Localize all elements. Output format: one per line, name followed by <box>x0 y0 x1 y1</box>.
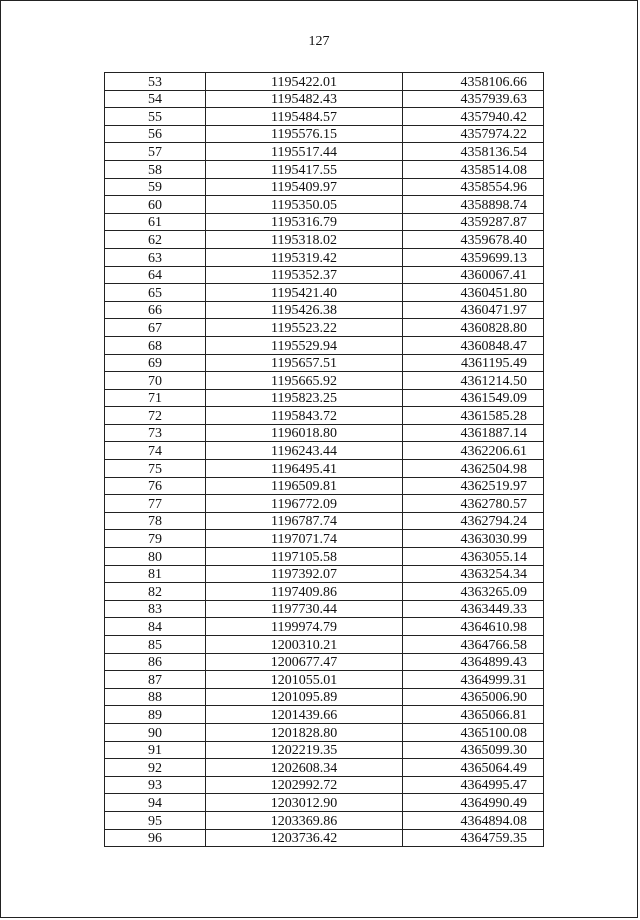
point-number-cell: 74 <box>105 442 206 460</box>
y-coordinate-cell: 4358554.96 <box>403 178 544 196</box>
point-number-cell: 96 <box>105 829 206 847</box>
table-row <box>105 336 544 354</box>
point-number-cell: 67 <box>105 319 206 337</box>
y-coordinate-cell: 4357940.42 <box>403 108 544 126</box>
table-row <box>105 477 544 495</box>
table-row <box>105 688 544 706</box>
y-coordinate-cell: 4360067.41 <box>403 266 544 284</box>
y-coordinate-cell: 4360451.80 <box>403 284 544 302</box>
x-coordinate-cell: 1195316.79 <box>206 213 403 231</box>
x-coordinate-cell: 1195657.51 <box>206 354 403 372</box>
table-row <box>105 231 544 249</box>
point-number-cell: 79 <box>105 530 206 548</box>
point-number-cell: 62 <box>105 231 206 249</box>
x-coordinate-cell: 1197071.74 <box>206 530 403 548</box>
y-coordinate-cell: 4360828.80 <box>403 319 544 337</box>
point-number-cell: 60 <box>105 196 206 214</box>
y-coordinate-cell: 4358106.66 <box>403 73 544 91</box>
y-coordinate-cell: 4362794.24 <box>403 512 544 530</box>
y-coordinate-cell: 4357974.22 <box>403 125 544 143</box>
point-number-cell: 78 <box>105 512 206 530</box>
table-row <box>105 548 544 566</box>
x-coordinate-cell: 1195421.40 <box>206 284 403 302</box>
y-coordinate-cell: 4363449.33 <box>403 600 544 618</box>
y-coordinate-cell: 4358898.74 <box>403 196 544 214</box>
table-row <box>105 636 544 654</box>
point-number-cell: 72 <box>105 407 206 425</box>
table-row <box>105 284 544 302</box>
x-coordinate-cell: 1196243.44 <box>206 442 403 460</box>
point-number-cell: 53 <box>105 73 206 91</box>
point-number-cell: 55 <box>105 108 206 126</box>
y-coordinate-cell: 4363254.34 <box>403 565 544 583</box>
x-coordinate-cell: 1201055.01 <box>206 671 403 689</box>
y-coordinate-cell: 4361585.28 <box>403 407 544 425</box>
table-row <box>105 759 544 777</box>
point-number-cell: 71 <box>105 389 206 407</box>
point-number-cell: 87 <box>105 671 206 689</box>
table-row <box>105 160 544 178</box>
table-row <box>105 407 544 425</box>
table-row <box>105 108 544 126</box>
x-coordinate-cell: 1199974.79 <box>206 618 403 636</box>
table-row <box>105 653 544 671</box>
point-number-cell: 75 <box>105 460 206 478</box>
x-coordinate-cell: 1195823.25 <box>206 389 403 407</box>
table-row <box>105 460 544 478</box>
x-coordinate-cell: 1195352.37 <box>206 266 403 284</box>
table-row <box>105 248 544 266</box>
x-coordinate-cell: 1197409.86 <box>206 583 403 601</box>
y-coordinate-cell: 4364999.31 <box>403 671 544 689</box>
table-row <box>105 530 544 548</box>
x-coordinate-cell: 1197105.58 <box>206 548 403 566</box>
x-coordinate-cell: 1201439.66 <box>206 706 403 724</box>
coordinates-table <box>104 72 544 847</box>
table-row <box>105 301 544 319</box>
table-row <box>105 178 544 196</box>
table-row <box>105 794 544 812</box>
point-number-cell: 57 <box>105 143 206 161</box>
point-number-cell: 81 <box>105 565 206 583</box>
x-coordinate-cell: 1196787.74 <box>206 512 403 530</box>
table-row <box>105 73 544 91</box>
x-coordinate-cell: 1202219.35 <box>206 741 403 759</box>
y-coordinate-cell: 4365099.30 <box>403 741 544 759</box>
y-coordinate-cell: 4363030.99 <box>403 530 544 548</box>
point-number-cell: 63 <box>105 248 206 266</box>
x-coordinate-cell: 1202992.72 <box>206 776 403 794</box>
y-coordinate-cell: 4364759.35 <box>403 829 544 847</box>
coordinates-table-body <box>105 73 544 847</box>
y-coordinate-cell: 4363055.14 <box>403 548 544 566</box>
x-coordinate-cell: 1195482.43 <box>206 90 403 108</box>
point-number-cell: 86 <box>105 653 206 671</box>
point-number-cell: 93 <box>105 776 206 794</box>
x-coordinate-cell: 1195318.02 <box>206 231 403 249</box>
x-coordinate-cell: 1195417.55 <box>206 160 403 178</box>
table-row <box>105 776 544 794</box>
x-coordinate-cell: 1195529.94 <box>206 336 403 354</box>
table-row <box>105 442 544 460</box>
point-number-cell: 58 <box>105 160 206 178</box>
y-coordinate-cell: 4361214.50 <box>403 372 544 390</box>
x-coordinate-cell: 1200677.47 <box>206 653 403 671</box>
x-coordinate-cell: 1195422.01 <box>206 73 403 91</box>
point-number-cell: 92 <box>105 759 206 777</box>
point-number-cell: 64 <box>105 266 206 284</box>
x-coordinate-cell: 1195350.05 <box>206 196 403 214</box>
x-coordinate-cell: 1203736.42 <box>206 829 403 847</box>
y-coordinate-cell: 4365100.08 <box>403 723 544 741</box>
y-coordinate-cell: 4364766.58 <box>403 636 544 654</box>
point-number-cell: 95 <box>105 811 206 829</box>
y-coordinate-cell: 4364995.47 <box>403 776 544 794</box>
x-coordinate-cell: 1196495.41 <box>206 460 403 478</box>
point-number-cell: 90 <box>105 723 206 741</box>
table-row <box>105 213 544 231</box>
table-row <box>105 565 544 583</box>
point-number-cell: 84 <box>105 618 206 636</box>
y-coordinate-cell: 4359287.87 <box>403 213 544 231</box>
table-row <box>105 90 544 108</box>
point-number-cell: 56 <box>105 125 206 143</box>
point-number-cell: 69 <box>105 354 206 372</box>
y-coordinate-cell: 4358136.54 <box>403 143 544 161</box>
x-coordinate-cell: 1195665.92 <box>206 372 403 390</box>
y-coordinate-cell: 4364610.98 <box>403 618 544 636</box>
y-coordinate-cell: 4363265.09 <box>403 583 544 601</box>
x-coordinate-cell: 1195319.42 <box>206 248 403 266</box>
y-coordinate-cell: 4361887.14 <box>403 424 544 442</box>
y-coordinate-cell: 4362206.61 <box>403 442 544 460</box>
point-number-cell: 82 <box>105 583 206 601</box>
point-number-cell: 59 <box>105 178 206 196</box>
y-coordinate-cell: 4362780.57 <box>403 495 544 513</box>
table-row <box>105 811 544 829</box>
y-coordinate-cell: 4357939.63 <box>403 90 544 108</box>
y-coordinate-cell: 4365066.81 <box>403 706 544 724</box>
y-coordinate-cell: 4364894.08 <box>403 811 544 829</box>
x-coordinate-cell: 1201828.80 <box>206 723 403 741</box>
y-coordinate-cell: 4361549.09 <box>403 389 544 407</box>
y-coordinate-cell: 4362519.97 <box>403 477 544 495</box>
table-row <box>105 424 544 442</box>
y-coordinate-cell: 4365064.49 <box>403 759 544 777</box>
table-row <box>105 583 544 601</box>
table-row <box>105 354 544 372</box>
y-coordinate-cell: 4361195.49 <box>403 354 544 372</box>
y-coordinate-cell: 4362504.98 <box>403 460 544 478</box>
table-row <box>105 723 544 741</box>
x-coordinate-cell: 1195843.72 <box>206 407 403 425</box>
table-row <box>105 600 544 618</box>
page-number: 127 <box>308 34 330 49</box>
point-number-cell: 91 <box>105 741 206 759</box>
point-number-cell: 83 <box>105 600 206 618</box>
point-number-cell: 66 <box>105 301 206 319</box>
x-coordinate-cell: 1195523.22 <box>206 319 403 337</box>
table-row <box>105 319 544 337</box>
table-row <box>105 143 544 161</box>
table-row <box>105 196 544 214</box>
table-row <box>105 389 544 407</box>
y-coordinate-cell: 4364899.43 <box>403 653 544 671</box>
point-number-cell: 80 <box>105 548 206 566</box>
point-number-cell: 88 <box>105 688 206 706</box>
x-coordinate-cell: 1196772.09 <box>206 495 403 513</box>
x-coordinate-cell: 1195426.38 <box>206 301 403 319</box>
point-number-cell: 61 <box>105 213 206 231</box>
y-coordinate-cell: 4360471.97 <box>403 301 544 319</box>
y-coordinate-cell: 4365006.90 <box>403 688 544 706</box>
point-number-cell: 68 <box>105 336 206 354</box>
x-coordinate-cell: 1195409.97 <box>206 178 403 196</box>
y-coordinate-cell: 4360848.47 <box>403 336 544 354</box>
x-coordinate-cell: 1195576.15 <box>206 125 403 143</box>
x-coordinate-cell: 1197730.44 <box>206 600 403 618</box>
table-row <box>105 266 544 284</box>
table-row <box>105 512 544 530</box>
y-coordinate-cell: 4358514.08 <box>403 160 544 178</box>
point-number-cell: 73 <box>105 424 206 442</box>
x-coordinate-cell: 1201095.89 <box>206 688 403 706</box>
table-row <box>105 741 544 759</box>
x-coordinate-cell: 1196018.80 <box>206 424 403 442</box>
point-number-cell: 54 <box>105 90 206 108</box>
y-coordinate-cell: 4359699.13 <box>403 248 544 266</box>
x-coordinate-cell: 1203369.86 <box>206 811 403 829</box>
y-coordinate-cell: 4364990.49 <box>403 794 544 812</box>
x-coordinate-cell: 1202608.34 <box>206 759 403 777</box>
table-row <box>105 372 544 390</box>
x-coordinate-cell: 1196509.81 <box>206 477 403 495</box>
x-coordinate-cell: 1200310.21 <box>206 636 403 654</box>
table-row <box>105 618 544 636</box>
point-number-cell: 94 <box>105 794 206 812</box>
point-number-cell: 77 <box>105 495 206 513</box>
y-coordinate-cell: 4359678.40 <box>403 231 544 249</box>
x-coordinate-cell: 1195484.57 <box>206 108 403 126</box>
x-coordinate-cell: 1195517.44 <box>206 143 403 161</box>
x-coordinate-cell: 1203012.90 <box>206 794 403 812</box>
point-number-cell: 85 <box>105 636 206 654</box>
point-number-cell: 65 <box>105 284 206 302</box>
x-coordinate-cell: 1197392.07 <box>206 565 403 583</box>
table-row <box>105 706 544 724</box>
point-number-cell: 76 <box>105 477 206 495</box>
point-number-cell: 89 <box>105 706 206 724</box>
table-row <box>105 829 544 847</box>
table-row <box>105 671 544 689</box>
table-row <box>105 495 544 513</box>
point-number-cell: 70 <box>105 372 206 390</box>
table-row <box>105 125 544 143</box>
